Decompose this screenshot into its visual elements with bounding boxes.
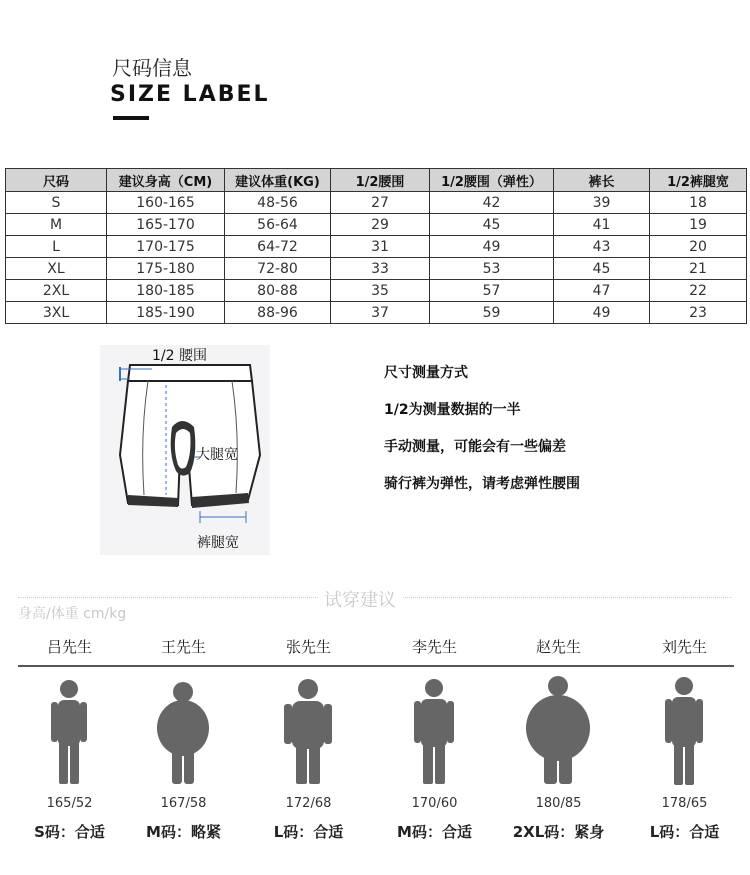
fitting-section-title: 试穿建议 (318, 586, 402, 612)
leg-opening-label: 裤腿宽 (197, 535, 239, 551)
table-cell: 56-64 (225, 214, 331, 236)
table-cell: 53 (430, 258, 554, 280)
person-stats: 180/85 (535, 796, 582, 811)
title-underline (113, 116, 149, 120)
table-cell: 45 (430, 214, 554, 236)
table-cell: 72-80 (225, 258, 331, 280)
header-cell: 建议体重(KG) (225, 169, 331, 192)
table-cell: 160-165 (107, 192, 225, 214)
table-cell: 80-88 (225, 280, 331, 302)
person-tall-icon (622, 676, 747, 786)
table-cell: 170-175 (107, 236, 225, 258)
table-row (6, 236, 747, 258)
person-fit: M码：合适 (397, 823, 472, 841)
person-fit: 2XL码：紧身 (512, 823, 605, 841)
thigh-label: 大腿宽 (196, 447, 238, 463)
table-cell: 27 (331, 192, 430, 214)
person-name: 吕先生 (46, 638, 92, 656)
table-cell: 39 (554, 192, 650, 214)
table-cell: 22 (650, 280, 747, 302)
table-cell: 49 (554, 302, 650, 324)
shorts-diagram (100, 345, 270, 555)
person-fit: L码：合适 (273, 823, 344, 841)
table-cell: 21 (650, 258, 747, 280)
names-underline (18, 665, 734, 667)
header-cell: 建议身高（CM) (107, 169, 225, 192)
table-row (6, 214, 747, 236)
table-cell: 37 (331, 302, 430, 324)
person-card (246, 636, 371, 841)
person-name: 李先生 (411, 638, 457, 656)
person-card (121, 636, 246, 841)
title-chinese: 尺码信息 (112, 56, 192, 80)
person-fit: L码：合适 (649, 823, 720, 841)
size-table (5, 168, 747, 324)
person-fit: M码：略紧 (146, 823, 221, 841)
person-large-icon (496, 676, 621, 786)
note-manual-deviation: 手动测量，可能会有一些偏差 (384, 439, 566, 455)
table-row (6, 258, 747, 280)
person-name: 王先生 (160, 638, 206, 656)
person-round-icon (121, 676, 246, 786)
person-stats: 165/52 (46, 796, 93, 811)
table-cell: M (6, 214, 107, 236)
person-card (7, 636, 132, 841)
table-cell: 180-185 (107, 280, 225, 302)
table-cell: 57 (430, 280, 554, 302)
table-cell: 31 (331, 236, 430, 258)
person-fit: S码：合适 (34, 823, 105, 841)
person-name: 张先生 (285, 638, 331, 656)
table-cell: 59 (430, 302, 554, 324)
table-cell: 175-180 (107, 258, 225, 280)
table-cell: 43 (554, 236, 650, 258)
table-cell: 41 (554, 214, 650, 236)
table-cell: 35 (331, 280, 430, 302)
table-cell: 23 (650, 302, 747, 324)
table-cell: 2XL (6, 280, 107, 302)
person-slim-icon (7, 676, 132, 786)
table-cell: 64-72 (225, 236, 331, 258)
table-cell: 88-96 (225, 302, 331, 324)
person-stocky-icon (246, 676, 371, 786)
note-half-data: 1/2为测量数据的一半 (384, 402, 521, 418)
table-cell: L (6, 236, 107, 258)
table-cell: 49 (430, 236, 554, 258)
table-cell: 20 (650, 236, 747, 258)
header-cell: 裤长 (554, 169, 650, 192)
person-stats: 172/68 (285, 796, 332, 811)
header-cell: 1/2裤腿宽 (650, 169, 747, 192)
header-cell: 1/2腰围（弹性） (430, 169, 554, 192)
person-card (372, 636, 497, 841)
table-cell: 19 (650, 214, 747, 236)
header-cell: 尺码 (6, 169, 107, 192)
shorts-outline-icon (100, 345, 270, 555)
table-cell: 42 (430, 192, 554, 214)
table-header-row (6, 169, 747, 192)
person-name: 刘先生 (661, 638, 707, 656)
person-medium-icon (372, 676, 497, 786)
table-cell: 3XL (6, 302, 107, 324)
table-cell: 48-56 (225, 192, 331, 214)
header-cell: 1/2腰围 (331, 169, 430, 192)
table-cell: 165-170 (107, 214, 225, 236)
person-card (496, 636, 621, 841)
person-card (622, 636, 747, 841)
table-cell: 29 (331, 214, 430, 236)
table-cell: XL (6, 258, 107, 280)
table-cell: 185-190 (107, 302, 225, 324)
note-measure-method: 尺寸测量方式 (384, 365, 468, 381)
waist-label: 1/2 腰围 (152, 348, 207, 364)
person-stats: 167/58 (160, 796, 207, 811)
table-row (6, 192, 747, 214)
fitting-subtitle: 身高/体重 cm/kg (18, 606, 127, 622)
note-elastic-waist: 骑行裤为弹性，请考虑弹性腰围 (384, 476, 580, 492)
table-cell: S (6, 192, 107, 214)
table-cell: 18 (650, 192, 747, 214)
person-name: 赵先生 (535, 638, 581, 656)
person-stats: 170/60 (411, 796, 458, 811)
person-stats: 178/65 (661, 796, 708, 811)
table-cell: 47 (554, 280, 650, 302)
table-cell: 45 (554, 258, 650, 280)
table-row (6, 302, 747, 324)
title-english: SIZE LABEL (110, 82, 270, 107)
table-cell: 33 (331, 258, 430, 280)
table-row (6, 280, 747, 302)
